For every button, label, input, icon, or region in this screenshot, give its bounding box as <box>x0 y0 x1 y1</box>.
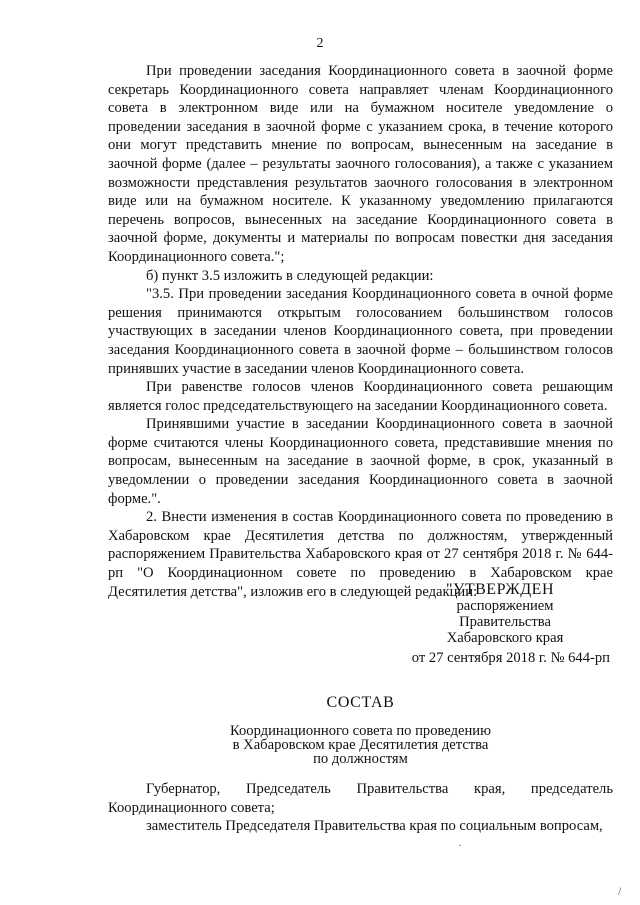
scan-mark: / <box>618 884 622 898</box>
paragraph: При равенстве голосов членов Координационного совета решающим является голос председательствующего на заседании Координационного совета. <box>108 379 613 414</box>
approved-heading: "УТВЕРЖДЕН <box>446 581 554 598</box>
member-item: Губернатор, Председатель Правительства края, председатель Координационного совета; <box>108 781 613 816</box>
document-body <box>108 62 613 601</box>
approved-line: распоряжением <box>456 598 554 614</box>
member-item: заместитель Председателя Правительства края по социальным вопросам, <box>146 818 603 835</box>
approved-date: от 27 сентября 2018 г. № 644-рп <box>411 650 610 666</box>
composition-subtitle: Координационного совета по проведению <box>229 723 492 739</box>
page-number: 2 <box>316 36 324 51</box>
composition-heading <box>108 694 613 766</box>
paragraph: 2. Внести изменения в состав Координационного совета по проведению в Хабаровском крае Десятилетия детства по должностям, утвержденный распоряжением Правительства Хабаровского края от 27 сентября 2018 г. № 644-рп "О Координационном совете по проведению в Хабаровском крае Десятилетия детства", изложив его в следующей редакции: <box>108 509 613 600</box>
members-list <box>108 780 613 836</box>
paragraph: б) пункт 3.5 изложить в следующей редакции: <box>146 267 434 284</box>
paragraph: Принявшими участие в заседании Координационного совета в заочной форме считаются члены Координационного совета, представившие мнения по вопросам, вынесенным на заседание в заочной форме, в срок, указанный в уведомлении о проведении заседания Координационного совета в заочной форме.". <box>108 416 613 507</box>
approved-line: Правительства <box>459 614 551 630</box>
approved-line: Хабаровского края <box>446 630 564 646</box>
composition-subtitle: по должностям <box>313 751 408 767</box>
paragraph: "3.5. При проведении заседания Координационного совета в очной форме решения принимаются открытым голосованием большинством голосов участвующих в заседании членов Координационного совета, при проведении заседания Координационного совета в заочной форме – большинством голосов принявших участие в заседании членов Координационного совета. <box>108 286 613 377</box>
composition-title: СОСТАВ <box>326 694 395 711</box>
composition-subtitle: в Хабаровском крае Десятилетия детства <box>232 737 489 753</box>
approval-stamp-block <box>390 582 620 666</box>
paragraph: При проведении заседания Координационного совета в заочной форме секретарь Координационного совета направляет членам Координационного совета в электронном виде или на бумажном носителе уведомление о проведении заседания в заочной форме с указанием срока, в течение которого они могут представить мнение по вопросам, вынесенным на заседание в заочной форме (далее – результаты заочного голосования), а также с указанием возможности представления результатов заочного голосования в электронном виде или на бумажном носителе. К указанному уведомлению прилагаются перечень вопросов, вынесенных на заседание Координационного совета в заочной форме, документы и материалы по вопросам повестки дня заседания Координационного совета."; <box>108 63 613 265</box>
scan-mark: · <box>458 838 462 852</box>
